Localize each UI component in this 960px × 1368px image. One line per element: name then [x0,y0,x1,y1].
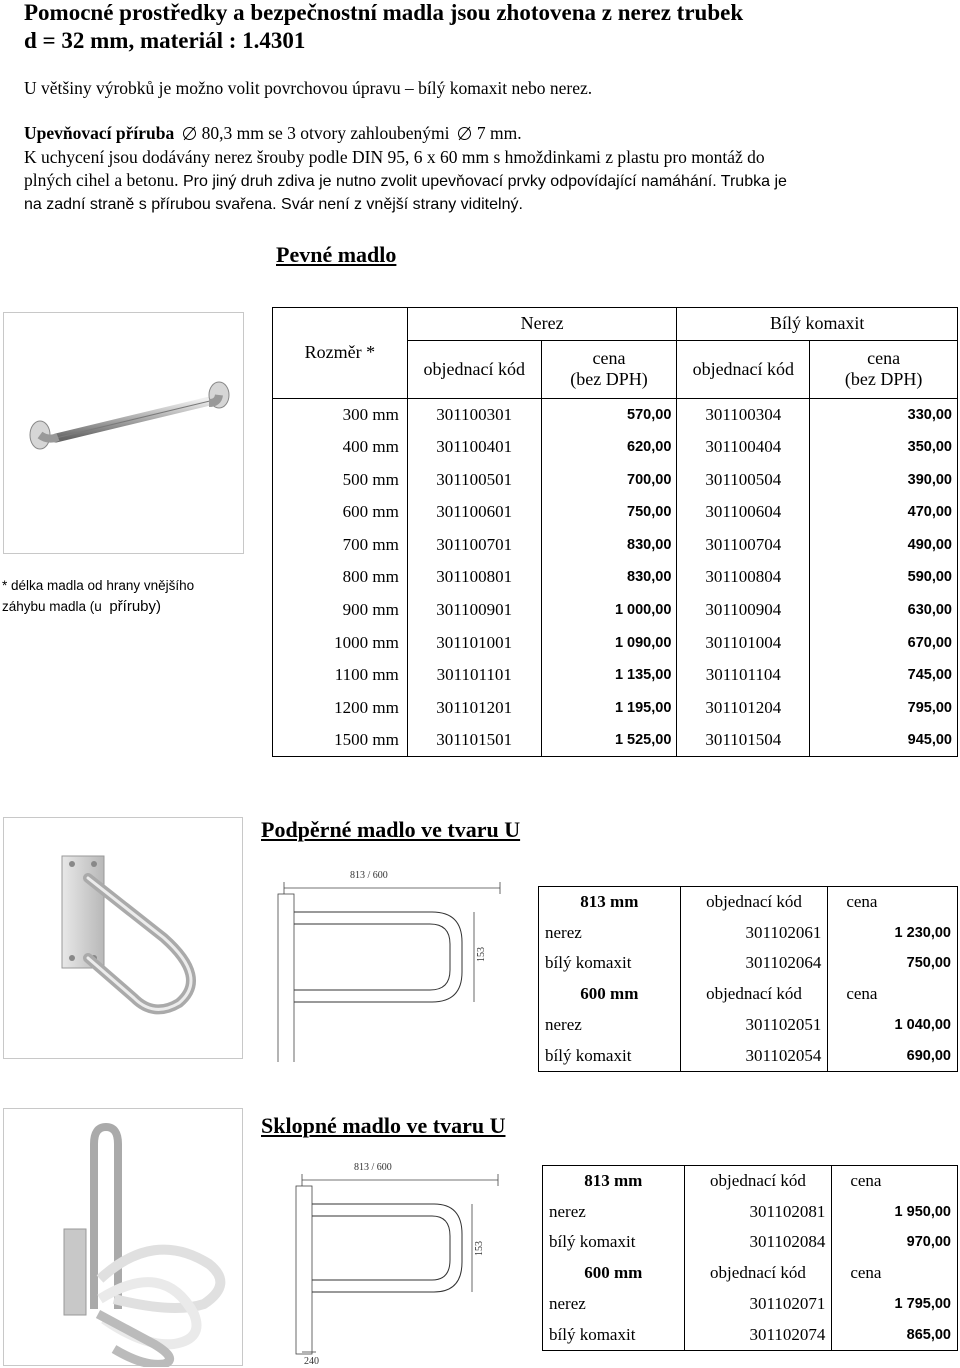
komaxit-price-cell: 945,00 [810,724,958,757]
drawing-width-label: 813 / 600 [350,870,388,881]
dimension-cell: 300 mm [273,398,408,431]
table-row [543,1319,958,1350]
nerez-price-cell: 830,00 [541,528,677,561]
group-header-komaxit: Bílý komaxit [677,308,958,341]
komaxit-price-cell: 590,00 [810,561,958,594]
note-line1: * délka madla od hrany vnějšího [2,578,195,593]
nerez-price-cell: 570,00 [541,398,677,431]
price-table-body [273,398,958,757]
screws-text: K uchycení jsou dodávány nerez šrouby podle DIN 95, 6 x 60 mm s hmoždinkami z plastu pro montáž do [24,147,765,167]
table-row [273,398,958,431]
product-photo-straight-bar [3,312,244,554]
dimension-cell: 1200 mm [273,691,408,724]
straight-bar-image [4,313,245,555]
finish-cell: bílý komaxit [543,1227,685,1258]
section-title-sklopne: Sklopné madlo ve tvaru U [261,1113,506,1138]
price-label: cena [867,348,901,369]
table-row [273,626,958,659]
section-title-podperne: Podpěrné madlo ve tvaru U [261,817,521,842]
komaxit-code-cell: 301101204 [677,691,810,724]
nerez-price-cell: 830,00 [541,561,677,594]
komaxit-code-cell: 301101004 [677,626,810,659]
nerez-code-cell: 301101001 [407,626,541,659]
price-header-cell: cena [832,1258,958,1289]
nerez-price-cell: 1 195,00 [541,691,677,724]
document-heading-line2: d = 32 mm, materiál : 1.4301 [24,28,306,53]
code-header-cell: objednací kód [680,887,828,918]
dimension-cell: 500 mm [273,463,408,496]
finish-cell: bílý komaxit [543,1319,685,1350]
dimension-cell: 400 mm [273,431,408,464]
drawing-support-rail [262,862,522,1062]
komaxit-code-cell: 301100404 [677,431,810,464]
code-cell: 301102061 [680,917,828,948]
flange-dims: 80,3 mm se 3 otvory zahloubenými [201,123,450,143]
nerez-price-cell: 1 525,00 [541,724,677,757]
table-row [543,1227,958,1258]
table-header-row [543,1258,958,1289]
komaxit-price-cell: 795,00 [810,691,958,724]
dimension-cell: 1000 mm [273,626,408,659]
table-row [543,1196,958,1227]
code-cell: 301102084 [684,1227,832,1258]
price-cell: 970,00 [832,1227,958,1258]
nerez-price-cell: 1 090,00 [541,626,677,659]
price-vat-label: (bez DPH) [570,369,648,390]
table-row [273,561,958,594]
table-row [273,496,958,529]
drawing-height-label: 153 [474,1241,485,1256]
nerez-price-cell: 1 000,00 [541,594,677,627]
flange-label: Upevňovací příruba [24,123,175,143]
col-header-dim: Rozměr * [273,308,408,399]
komaxit-price-cell: 470,00 [810,496,958,529]
other-wall-text: Pro jiný druh zdiva je nutno zvolit upevňovací prvky odpovídající namáhání. Trubka je [183,173,787,190]
komaxit-code-cell: 301101104 [677,659,810,692]
surface-text: U většiny výrobků je možno volit povrchovou úpravu – bílý komaxit nebo nerez. [24,78,593,98]
drawing-height-label: 153 [476,947,487,962]
weld-text: na zadní straně s přírubou svařena. Svár není z vnější strany viditelný. [24,196,523,213]
table-row [539,948,958,979]
drawing-width-label: 813 / 600 [354,1162,392,1173]
price-table-podperne [538,886,958,1072]
price-cell: 690,00 [828,1040,958,1071]
komaxit-price-cell: 390,00 [810,463,958,496]
support-rail-image [4,818,244,1060]
drawing-folding-rail [262,1152,532,1366]
price-cell: 865,00 [832,1319,958,1350]
price-label: cena [592,348,626,369]
price-cell: 1 040,00 [828,1010,958,1041]
dimension-cell: 600 mm [273,496,408,529]
table-row [273,528,958,561]
price-cell: 750,00 [828,948,958,979]
group-header-nerez: Nerez [407,308,677,341]
note-line2-a: záhybu madla (u [2,599,102,614]
dimension-cell: 1100 mm [273,659,408,692]
komaxit-code-cell: 301100804 [677,561,810,594]
price-cell: 1 950,00 [832,1196,958,1227]
screws-text-cont: plných cihel a betonu. [24,170,179,190]
code-cell: 301102051 [680,1010,828,1041]
diameter-icon [183,127,196,140]
komaxit-code-cell: 301100504 [677,463,810,496]
finish-cell: bílý komaxit [539,1040,681,1071]
nerez-code-cell: 301101201 [407,691,541,724]
product-photo-folding-rail [3,1108,243,1366]
table-row [273,659,958,692]
dimension-note [2,575,252,617]
product-photo-support-rail [3,817,243,1059]
nerez-code-cell: 301101101 [407,659,541,692]
nerez-code-cell: 301100401 [407,431,541,464]
finish-cell: nerez [539,1010,681,1041]
table-row [273,431,958,464]
price-vat-label: (bez DPH) [844,369,923,390]
dimension-cell: 900 mm [273,594,408,627]
table-row [273,463,958,496]
flange-text [24,122,522,144]
diameter-icon [458,127,471,140]
note-line2-b: příruby) [109,598,162,615]
nerez-price-cell: 1 135,00 [541,659,677,692]
komaxit-price-cell: 330,00 [810,398,958,431]
price-header-cell: cena [832,1166,958,1197]
code-header-cell: objednací kód [684,1258,832,1289]
dimension-cell: 1500 mm [273,724,408,757]
hole-dims: 7 mm. [476,123,522,143]
nerez-code-cell: 301100501 [407,463,541,496]
finish-cell: nerez [543,1289,685,1320]
finish-cell: bílý komaxit [539,948,681,979]
finish-cell: nerez [539,917,681,948]
dimension-cell: 800 mm [273,561,408,594]
finish-cell: nerez [543,1196,685,1227]
code-cell: 301102074 [684,1319,832,1350]
price-table-pevne [272,307,958,757]
support-rail-drawing [262,862,522,1062]
nerez-code-cell: 301100301 [407,398,541,431]
nerez-price-cell: 620,00 [541,431,677,464]
col-header-price [541,340,677,398]
col-header-code: objednací kód [407,340,541,398]
komaxit-price-cell: 630,00 [810,594,958,627]
price-header-cell: cena [828,887,958,918]
table-row [273,594,958,627]
table-row [543,1289,958,1320]
code-cell: 301102054 [680,1040,828,1071]
komaxit-price-cell: 670,00 [810,626,958,659]
price-cell: 1 230,00 [828,917,958,948]
code-header-cell: objednací kód [680,979,828,1010]
nerez-code-cell: 301100701 [407,528,541,561]
drawing-depth-label: 240 [304,1356,319,1366]
folding-rail-image [4,1109,244,1367]
table-row [539,1040,958,1071]
folding-rail-drawing [262,1152,532,1366]
table-header-row [539,979,958,1010]
nerez-code-cell: 301100901 [407,594,541,627]
nerez-price-cell: 750,00 [541,496,677,529]
dimension-cell: 700 mm [273,528,408,561]
komaxit-code-cell: 301100604 [677,496,810,529]
size-header-cell: 600 mm [539,979,681,1010]
komaxit-code-cell: 301100304 [677,398,810,431]
table-row [273,724,958,757]
price-header-cell: cena [828,979,958,1010]
komaxit-code-cell: 301101504 [677,724,810,757]
komaxit-price-cell: 490,00 [810,528,958,561]
table-row [539,917,958,948]
komaxit-code-cell: 301100904 [677,594,810,627]
table-header-row [543,1166,958,1197]
komaxit-price-cell: 350,00 [810,431,958,464]
document-heading-line1: Pomocné prostředky a bezpečnostní madla jsou zhotovena z nerez trubek [24,0,744,25]
code-cell: 301102071 [684,1289,832,1320]
nerez-code-cell: 301100601 [407,496,541,529]
size-header-cell: 813 mm [539,887,681,918]
code-cell: 301102081 [684,1196,832,1227]
nerez-code-cell: 301100801 [407,561,541,594]
col-header-price [810,340,958,398]
nerez-price-cell: 700,00 [541,463,677,496]
table-header-row [539,887,958,918]
price-table-sklopne [542,1165,958,1351]
note-line2 [2,596,252,617]
size-header-cell: 813 mm [543,1166,685,1197]
masonry-text [24,168,787,194]
code-cell: 301102064 [680,948,828,979]
komaxit-code-cell: 301100704 [677,528,810,561]
section-title-pevne: Pevné madlo [276,242,397,267]
komaxit-price-cell: 745,00 [810,659,958,692]
table-row [273,691,958,724]
size-header-cell: 600 mm [543,1258,685,1289]
table-row [539,1010,958,1041]
code-header-cell: objednací kód [684,1166,832,1197]
nerez-code-cell: 301101501 [407,724,541,757]
col-header-code: objednací kód [677,340,810,398]
price-cell: 1 795,00 [832,1289,958,1320]
